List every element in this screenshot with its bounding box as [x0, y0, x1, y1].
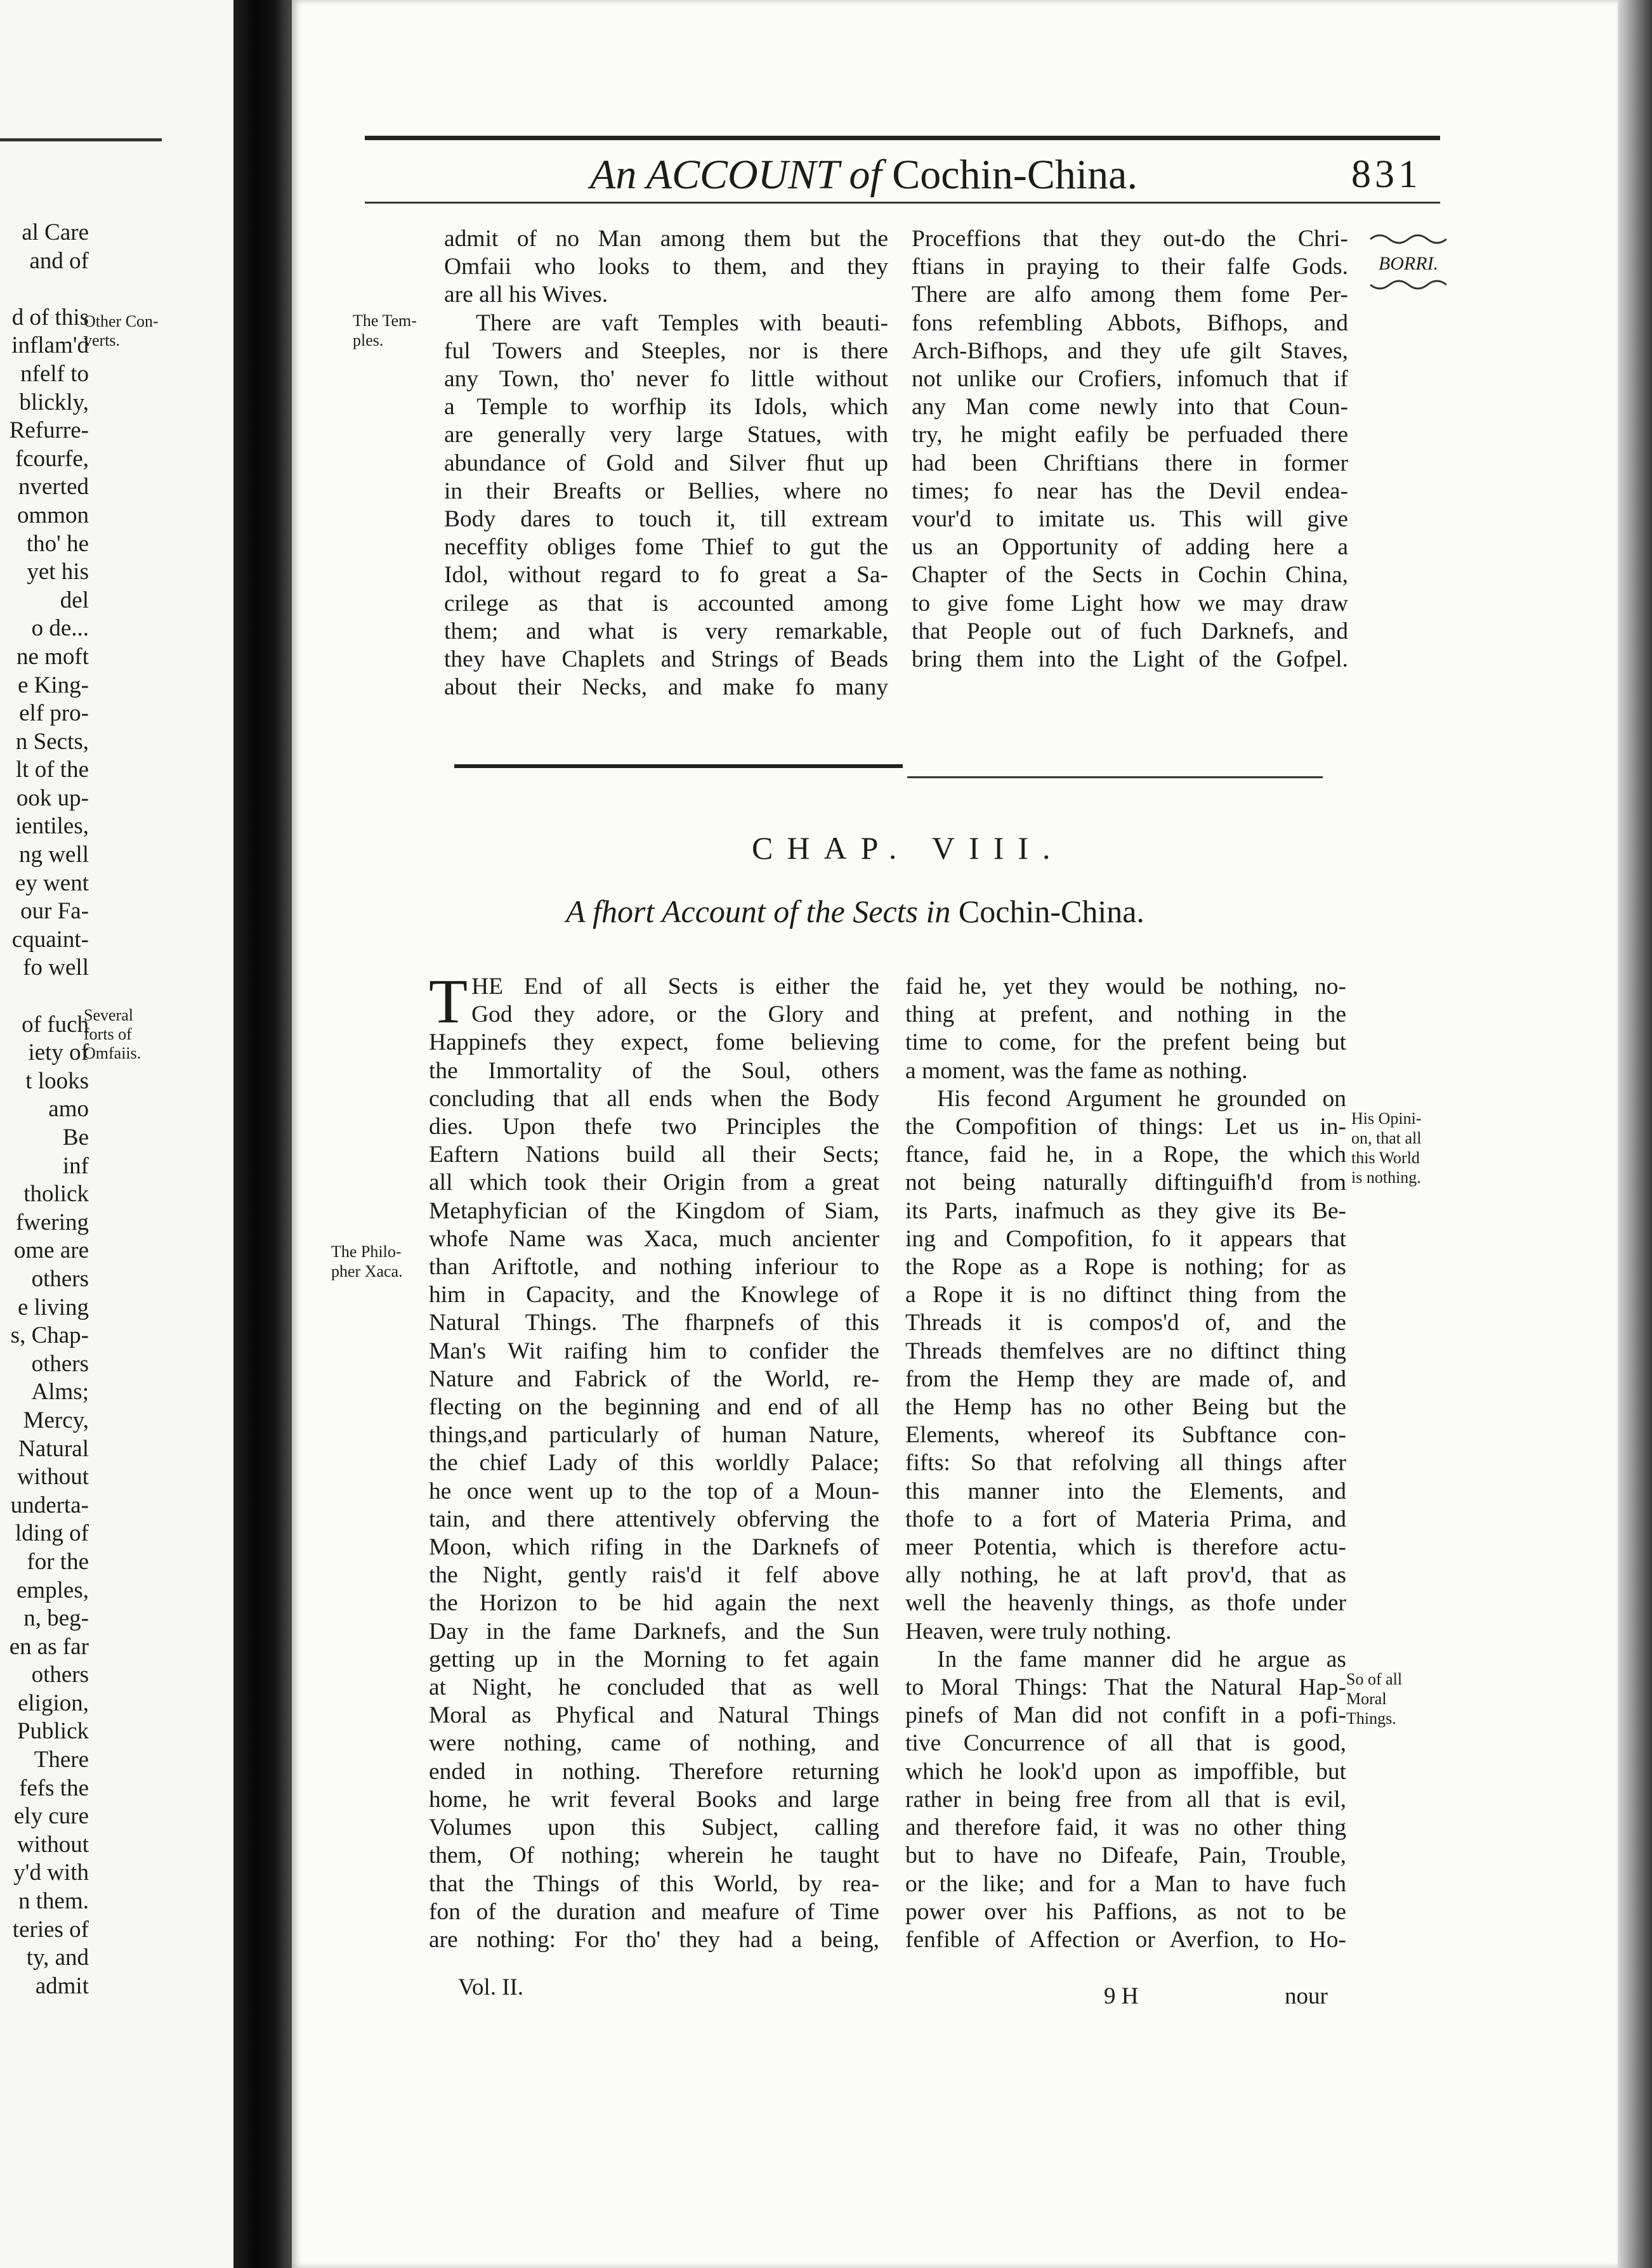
text-line: n Sects,: [15, 728, 89, 755]
body-right-column: [905, 973, 1346, 1954]
text-line: Publick: [16, 1718, 89, 1745]
text-line: that the Things of this World, by rea-: [429, 1870, 879, 1897]
text-line: fefs the: [19, 1775, 89, 1801]
text-line: n them.: [18, 1888, 89, 1915]
text-line: not being naturally diftinguifh'd from: [905, 1170, 1346, 1196]
text-line: fo well: [23, 955, 89, 981]
text-line: ended in nothing. Therefore returning: [429, 1758, 879, 1785]
text-line: Day in the fame Darknefs, and the Sun: [429, 1618, 879, 1645]
text-line: from the Hemp they are made of, and: [905, 1365, 1346, 1392]
text-line: lt of the: [15, 757, 89, 783]
body-left-column: [429, 966, 879, 1954]
text-line: but to have no Difeafe, Pain, Trouble,: [905, 1842, 1346, 1869]
text-line: us an Opportunity of adding here a: [912, 534, 1348, 561]
text-line: home, he writ feveral Books and large: [429, 1786, 879, 1813]
text-line: fon of the duration and meafure of Time: [429, 1898, 879, 1925]
text-line: him in Capacity, and the Knowlege of: [429, 1282, 879, 1308]
text-line: fenfible of Affection or Averfion, to Ho-: [905, 1926, 1346, 1953]
volume-label: Vol. II.: [458, 1974, 524, 2000]
text-line: abundance of Gold and Silver fhut up: [444, 450, 888, 476]
text-line: Moral as Phyfical and Natural Things: [429, 1702, 879, 1729]
text-line: thofe to a fort of Materia Prima, and: [905, 1506, 1346, 1532]
text-line: without: [16, 1464, 89, 1490]
text-line: others: [31, 1265, 89, 1292]
text-line: rather in being free from all that is evil,: [905, 1786, 1346, 1813]
text-line: whofe Name was Xaca, much ancienter: [429, 1225, 879, 1252]
text-line: ing and Compofition, fo it appears that: [905, 1225, 1346, 1252]
text-line: well the heavenly things, as thofe under: [905, 1590, 1346, 1617]
text-line: His fecond Argument he grounded on: [937, 1085, 1346, 1112]
text-line: ty, and: [26, 1945, 89, 1971]
text-line: nfelf to: [20, 360, 89, 387]
left-page-header-rule: [0, 138, 162, 141]
text-line: ftance, faid he, in a Rope, the which: [905, 1142, 1346, 1168]
text-line: Nature and Fabrick of the World, re-: [429, 1365, 879, 1392]
text-line: for the: [27, 1548, 89, 1575]
left-margin-note-several-sorts: Several forts of Omfaiis.: [84, 1006, 141, 1062]
text-line: its Parts, inafmuch as they give its Be-: [905, 1197, 1346, 1224]
text-line: underta-: [10, 1492, 89, 1518]
running-head: [590, 151, 1137, 199]
running-head-title: An ACCOUNT of: [590, 152, 882, 198]
text-line: Omfaii who looks to them, and they: [444, 254, 888, 280]
text-line: teries of: [12, 1916, 89, 1943]
text-line: fons refembling Abbots, Bifhops, and: [912, 310, 1348, 336]
text-line: elf pro-: [19, 700, 89, 727]
text-line: nverted: [18, 474, 89, 500]
page-edge-shadow: [1618, 0, 1652, 2268]
text-line: ientiles,: [15, 813, 89, 840]
chapter-subtitle: [566, 893, 1144, 930]
text-line: times; fo near has the Devil endea-: [912, 478, 1348, 504]
text-line: are all his Wives.: [444, 282, 608, 308]
text-line: blickly,: [19, 389, 89, 415]
text-line: had been Chriftians there in former: [912, 450, 1348, 476]
text-line: God they adore, or the Glory and: [471, 1001, 879, 1028]
text-line: they have Chaplets and Strings of Beads: [444, 646, 888, 673]
section-rule-right: [907, 776, 1323, 778]
catchword: nour: [1285, 1983, 1328, 2009]
text-line: [0, 275, 89, 304]
text-line: y'd with: [13, 1860, 89, 1886]
text-line: amo: [48, 1096, 89, 1123]
chapter-subtitle-place: Cochin-China.: [958, 894, 1144, 929]
text-line: Elements, whereof its Subftance con-: [905, 1422, 1346, 1449]
text-line: Heaven, were truly nothing.: [905, 1618, 1172, 1645]
text-line: d of this: [11, 304, 89, 330]
text-line: and of: [29, 247, 89, 274]
text-line: lding of: [15, 1520, 89, 1547]
text-line: Metaphyfician of the Kingdom of Siam,: [429, 1197, 879, 1224]
signature-mark: 9 H: [1104, 1983, 1139, 2009]
text-line: s, Chap-: [10, 1322, 89, 1349]
text-line: that People out of fuch Darknefs, and: [912, 618, 1348, 644]
text-line: power over his Paffions, as not to be: [905, 1898, 1346, 1925]
text-line: neceffity obliges fome Thief to gut the: [444, 534, 888, 561]
header-rule-top: [365, 136, 1440, 140]
text-line: HE End of all Sects is either the: [471, 974, 879, 1000]
text-line: fcourfe,: [15, 445, 89, 472]
text-line: vour'd to imitate us. This will give: [912, 506, 1348, 533]
text-line: Happinefs they expect, fome believing: [429, 1029, 879, 1056]
text-line: the Compofition of things: Let us in-: [905, 1114, 1346, 1140]
text-line: the Night, gently rais'd it felf above: [429, 1562, 879, 1589]
flourish-icon: [1367, 277, 1450, 292]
text-line: try, he might eafily be perfuaded there: [912, 422, 1348, 448]
text-line: of fuch: [22, 1011, 89, 1038]
text-line: Threads themfelves are no diftinct thing: [905, 1338, 1346, 1364]
text-line: cquaint-: [11, 926, 89, 953]
text-line: tain, and there attentively obferving the: [429, 1506, 879, 1532]
text-line: a Temple to worfhip its Idols, which: [444, 394, 888, 420]
text-line: meer Potentia, which is therefore actu-: [905, 1534, 1346, 1561]
text-line: the Horizon to be hid again the next: [429, 1590, 879, 1617]
text-line: tive Concurrence of all that is good,: [905, 1730, 1346, 1757]
text-line: which he look'd upon as impoffible, but: [905, 1758, 1346, 1785]
text-line: There are vaft Temples with beauti-: [476, 310, 888, 336]
text-line: than Ariftotle, and nothing inferiour to: [429, 1254, 879, 1281]
chapter-heading: CHAP. VIII.: [752, 830, 1065, 866]
text-line: the Hemp has no other Being but the: [905, 1394, 1346, 1421]
text-line: ne moft: [16, 643, 89, 670]
text-line: admit: [35, 1972, 89, 1999]
margin-note-temples: The Tem- ples.: [353, 311, 417, 349]
text-line: Proceffions that they out-do the Chri-: [912, 226, 1348, 252]
text-line: dies. Upon thefe two Principles the: [429, 1114, 879, 1140]
text-line: Alms;: [31, 1379, 89, 1405]
page-number: 831: [1351, 153, 1422, 196]
text-line: all which took their Origin from a great: [429, 1170, 879, 1196]
text-line: ely cure: [13, 1803, 89, 1830]
text-line: crilege as that is accounted among: [444, 590, 888, 616]
text-line: inflam'd: [11, 332, 89, 359]
text-line: ful Towers and Steeples, nor is there: [444, 337, 888, 364]
text-line: the Rope as a Rope is nothing; for as: [905, 1254, 1346, 1281]
text-line: Man's Wit raifing him to confider the: [429, 1338, 879, 1364]
text-line: were nothing, came of nothing, and: [429, 1730, 879, 1757]
text-line: In the fame manner did he argue as: [937, 1646, 1346, 1672]
text-line: them; and what is very remarkable,: [444, 618, 888, 644]
text-line: about their Necks, and make fo many: [444, 674, 888, 701]
text-line: others: [31, 1350, 89, 1377]
text-line: al Care: [22, 219, 89, 245]
text-line: There: [34, 1747, 89, 1773]
text-line: the Immortality of the Soul, others: [429, 1057, 879, 1084]
text-line: are generally very large Statues, with: [444, 422, 888, 448]
text-line: Mercy,: [23, 1407, 89, 1433]
section-rule-left: [454, 764, 903, 768]
text-line: flecting on the beginning and end of all: [429, 1394, 879, 1421]
text-line: ally nothing, he at laft prov'd, that as: [905, 1562, 1346, 1589]
text-line: without: [16, 1831, 89, 1858]
header-rule-bottom: [365, 202, 1440, 204]
text-line: Idol, without regard to fo great a Sa-: [444, 562, 888, 589]
text-line: del: [60, 587, 89, 613]
text-line: Volumes upon this Subject, calling: [429, 1815, 879, 1841]
text-line: things,and particularly of human Nature,: [429, 1422, 879, 1449]
text-line: faid he, yet they would be nothing, no-: [905, 974, 1346, 1000]
text-line: bring them into the Light of the Gofpel.: [912, 646, 1348, 673]
text-line: pinefs of Man did not confift in a pofi-: [905, 1702, 1346, 1729]
text-line: Refurre-: [9, 417, 89, 444]
text-line: a moment, was the fame as nothing.: [905, 1057, 1248, 1084]
text-line: not unlike our Crofiers, infomuch that if: [912, 366, 1348, 393]
text-line: others: [31, 1662, 89, 1688]
text-line: eligion,: [17, 1690, 89, 1716]
text-line: he once went up to the top of a Moun-: [429, 1478, 879, 1504]
text-line: en as far: [9, 1633, 89, 1660]
text-line: or the like; and for a Man to have fuch: [905, 1870, 1346, 1897]
text-line: thing at prefent, and nothing in the: [905, 1001, 1346, 1028]
text-line: Eaftern Nations build all their Sects;: [429, 1142, 879, 1168]
text-line: iety of: [28, 1040, 89, 1066]
text-line: to give fome Light how we may draw: [912, 590, 1348, 616]
text-line: e living: [17, 1294, 89, 1320]
text-line: concluding that all ends when the Body: [429, 1085, 879, 1112]
book-gutter: [233, 0, 292, 2268]
text-line: Natural: [18, 1435, 89, 1462]
text-line: emples,: [16, 1577, 89, 1603]
text-line: Moon, which rifing in the Darknefs of: [429, 1534, 879, 1561]
text-line: to Moral Things: That the Natural Hap-: [905, 1674, 1346, 1701]
text-line: any Town, tho' never fo little without: [444, 366, 888, 393]
text-line: ey went: [15, 870, 89, 896]
text-line: any Man come newly into that Coun-: [912, 394, 1348, 420]
text-line: ftians in praying to their falfe Gods.: [912, 254, 1348, 280]
text-line: tholick: [23, 1181, 89, 1208]
text-line: Arch-Bifhops, and they ufe gilt Staves,: [912, 337, 1348, 364]
margin-note-moral-things: So of all Moral Things.: [1346, 1670, 1403, 1728]
text-line: are nothing: For tho' they had a being,: [429, 1926, 879, 1953]
text-line: o de...: [31, 615, 89, 642]
margin-note-philosopher: The Philo- pher Xaca.: [331, 1242, 403, 1281]
flourish-icon: [1367, 231, 1450, 247]
text-line: time to come, for the prefent being but: [905, 1029, 1346, 1056]
top-left-column: [444, 225, 888, 701]
text-line: Body dares to touch it, till extream: [444, 506, 888, 533]
text-line: this manner into the Elements, and: [905, 1478, 1346, 1504]
left-page-text: [0, 219, 89, 2000]
text-line: inf: [62, 1152, 89, 1179]
text-line: n, beg-: [23, 1605, 89, 1632]
text-line: [0, 982, 89, 1011]
text-line: in their Breafts or Bellies, where no: [444, 478, 888, 504]
left-page-fragment: [0, 0, 233, 2268]
text-line: Natural Things. The fharpnefs of this: [429, 1310, 879, 1336]
text-line: ommon: [16, 502, 89, 528]
text-line: at Night, he concluded that as well: [429, 1674, 879, 1701]
text-line: Threads it is compos'd of, and the: [905, 1310, 1346, 1336]
text-line: fifts: So that refolving all things after: [905, 1450, 1346, 1476]
text-line: fwering: [15, 1209, 89, 1235]
text-line: Be: [62, 1124, 89, 1150]
drop-cap: T: [429, 966, 468, 1036]
text-line: ook up-: [16, 785, 89, 811]
running-head-place: Cochin-China.: [892, 152, 1137, 198]
text-line: getting up in the Morning to fet again: [429, 1646, 879, 1672]
text-line: yet his: [27, 559, 89, 585]
text-line: ng well: [19, 842, 89, 868]
left-margin-note-other-converts: Other Con- verts.: [84, 312, 159, 349]
text-line: admit of no Man among them but the: [444, 226, 888, 252]
chapter-subtitle-text: A fhort Account of the Sects in: [566, 894, 951, 929]
margin-note-opinion: His Opini- on, that all this World is nothing.: [1351, 1109, 1422, 1187]
text-line: Chapter of the Sects in Cochin China,: [912, 562, 1348, 589]
text-line: them, Of nothing; wherein he taught: [429, 1842, 879, 1869]
text-line: our Fa-: [20, 898, 89, 925]
text-line: t looks: [25, 1067, 89, 1094]
text-line: a Rope it is no diftinct thing from the: [905, 1282, 1346, 1308]
text-line: e King-: [18, 672, 89, 698]
text-line: the chief Lady of this worldly Palace;: [429, 1450, 879, 1476]
text-line: and therefore faid, it was no other thing: [905, 1815, 1346, 1841]
borri-ornament: [1367, 230, 1450, 298]
top-right-column: [912, 225, 1348, 674]
text-line: ome are: [13, 1237, 89, 1264]
text-line: There are alfo among them fome Per-: [912, 282, 1348, 308]
ornament-label: BORRI.: [1378, 253, 1439, 274]
text-line: tho' he: [26, 530, 89, 557]
